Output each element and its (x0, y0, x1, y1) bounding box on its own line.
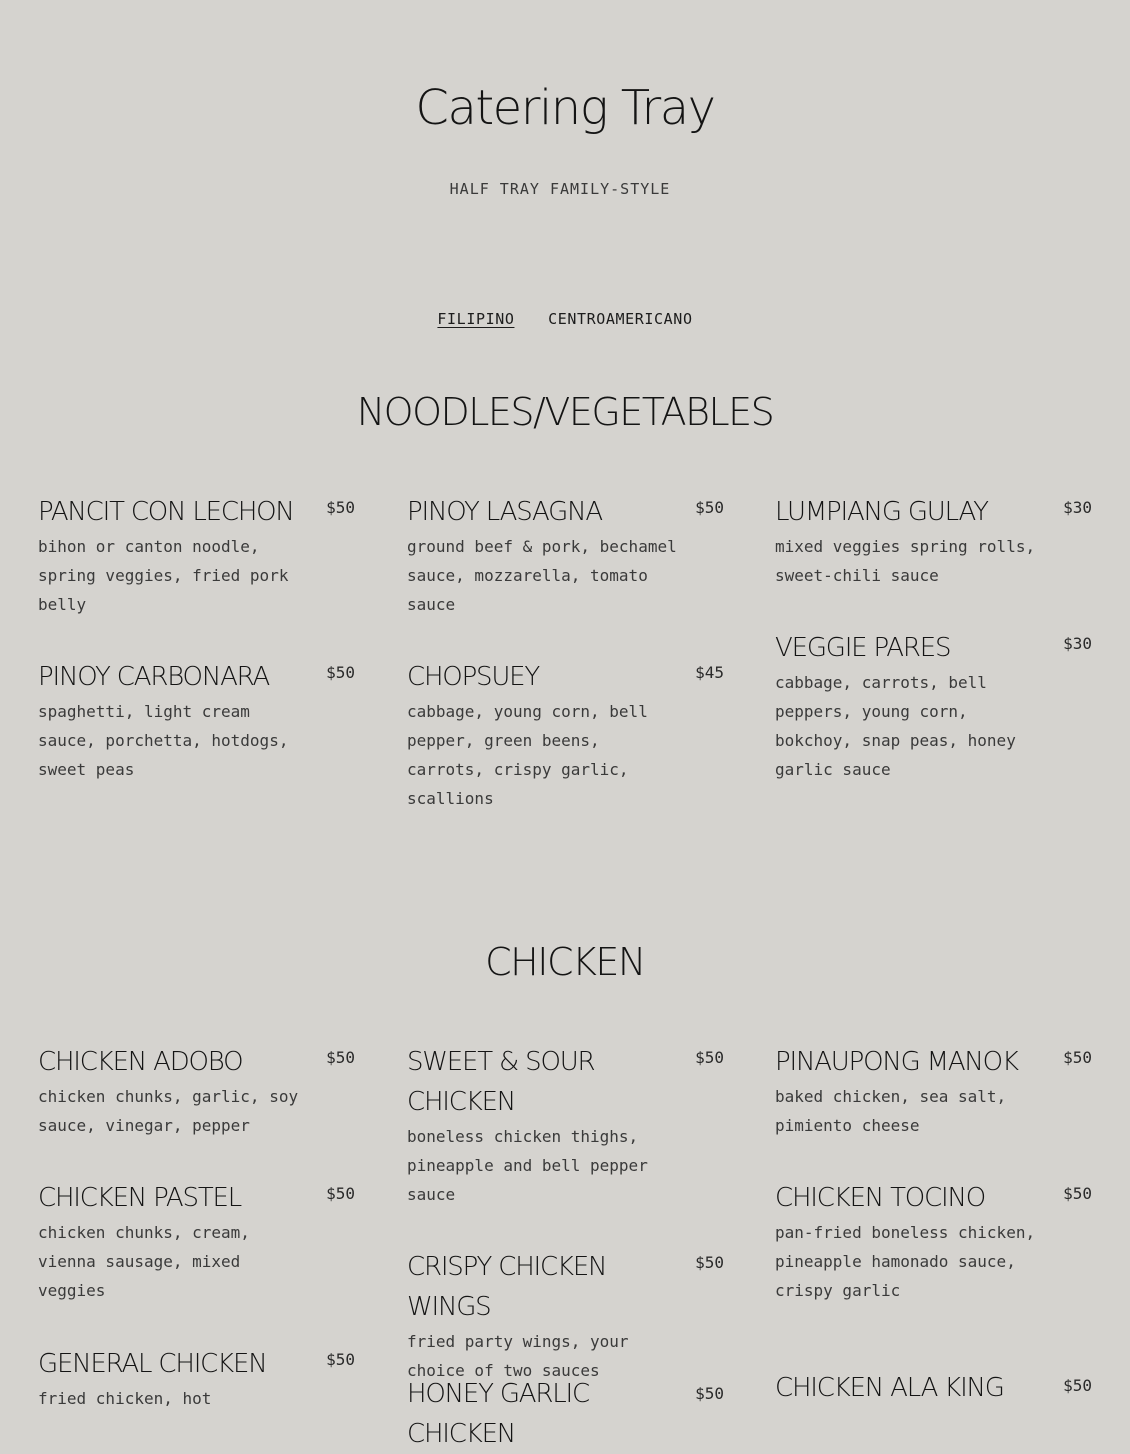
cuisine-tabs (0, 310, 1130, 328)
item-name: PINOY LASAGNA (407, 497, 602, 527)
item-description: baked chicken, sea salt, pimiento cheese (775, 1087, 1007, 1135)
item-name: PANCIT CON LECHON (38, 497, 294, 527)
item-price: $30 (1063, 634, 1092, 653)
item-price: $50 (326, 663, 355, 682)
item-description: chicken chunks, garlic, soy sauce, vinegar, pepper (38, 1087, 299, 1135)
menu-item (775, 1178, 1092, 1305)
menu-item (775, 628, 1092, 784)
menu-item (407, 1042, 724, 1209)
tab-centroamericano[interactable]: CENTROAMERICANO (548, 310, 693, 328)
item-description: bihon or canton noodle, spring veggies, fried pork belly (38, 537, 289, 614)
menu-item (38, 1178, 355, 1305)
menu-item (407, 492, 724, 619)
menu-item (38, 492, 355, 619)
section-title-noodles-vegetables: NOODLES/VEGETABLES (356, 390, 774, 434)
item-price: $50 (326, 1184, 355, 1203)
menu-item (407, 657, 724, 813)
item-price: $50 (1063, 1376, 1092, 1395)
item-description: boneless chicken thighs, pineapple and bell pepper sauce (407, 1127, 648, 1204)
item-price: $50 (695, 1384, 724, 1403)
item-description: pan-fried boneless chicken, pineapple hamonado sauce, crispy garlic (775, 1223, 1036, 1300)
item-description: ground beef & pork, bechamel sauce, mozzarella, tomato sauce (407, 537, 677, 614)
item-price: $45 (695, 663, 724, 682)
item-price: $50 (326, 498, 355, 517)
page-title: Catering Tray (415, 80, 715, 136)
item-price: $50 (1063, 1048, 1092, 1067)
item-price: $50 (326, 1048, 355, 1067)
page-subtitle: HALF TRAY FAMILY-STYLE (449, 180, 671, 198)
item-price: $50 (1063, 1184, 1092, 1203)
item-description: mixed veggies spring rolls, sweet-chili sauce (775, 537, 1036, 585)
item-name: HONEY GARLIC CHICKEN (407, 1379, 589, 1449)
item-price: $50 (695, 1253, 724, 1272)
item-name: CHICKEN TOCINO (775, 1183, 986, 1213)
menu-item (407, 1374, 724, 1454)
menu-item (775, 1042, 1092, 1140)
item-name: PINAUPONG MANOK (775, 1047, 1018, 1077)
section-title-chicken: CHICKEN (485, 940, 645, 984)
item-name: CRISPY CHICKEN WINGS (407, 1252, 607, 1322)
item-price: $50 (695, 498, 724, 517)
item-description: spaghetti, light cream sauce, porchetta, hotdogs, sweet peas (38, 702, 289, 779)
item-description: fried party wings, your choice of two sauces (407, 1332, 629, 1380)
item-price: $30 (1063, 498, 1092, 517)
item-name: GENERAL CHICKEN (38, 1349, 267, 1379)
item-name: CHICKEN PASTEL (38, 1183, 242, 1213)
menu-item (38, 1042, 355, 1140)
item-description: cabbage, carrots, bell peppers, young corn, bokchoy, snap peas, honey garlic sauce (775, 673, 1016, 779)
item-name: SWEET & SOUR CHICKEN (407, 1047, 595, 1117)
menu-item (38, 1344, 355, 1413)
item-name: VEGGIE PARES (775, 633, 951, 663)
item-description: fried chicken, hot (38, 1389, 212, 1408)
item-name: LUMPIANG GULAY (775, 497, 988, 527)
item-name: CHICKEN ALA KING (775, 1373, 1004, 1403)
item-description: chicken chunks, cream, vienna sausage, mixed veggies (38, 1223, 250, 1300)
item-name: CHICKEN ADOBO (38, 1047, 243, 1077)
menu-item (775, 1368, 1092, 1408)
item-price: $50 (695, 1048, 724, 1067)
menu-item (775, 492, 1092, 590)
tab-filipino[interactable]: FILIPINO (437, 310, 515, 328)
menu-item (38, 657, 355, 784)
item-name: CHOPSUEY (407, 662, 540, 692)
item-description: cabbage, young corn, bell pepper, green beens, carrots, crispy garlic, scallions (407, 702, 648, 808)
item-price: $50 (326, 1350, 355, 1369)
menu-item (407, 1247, 724, 1385)
item-name: PINOY CARBONARA (38, 662, 270, 692)
